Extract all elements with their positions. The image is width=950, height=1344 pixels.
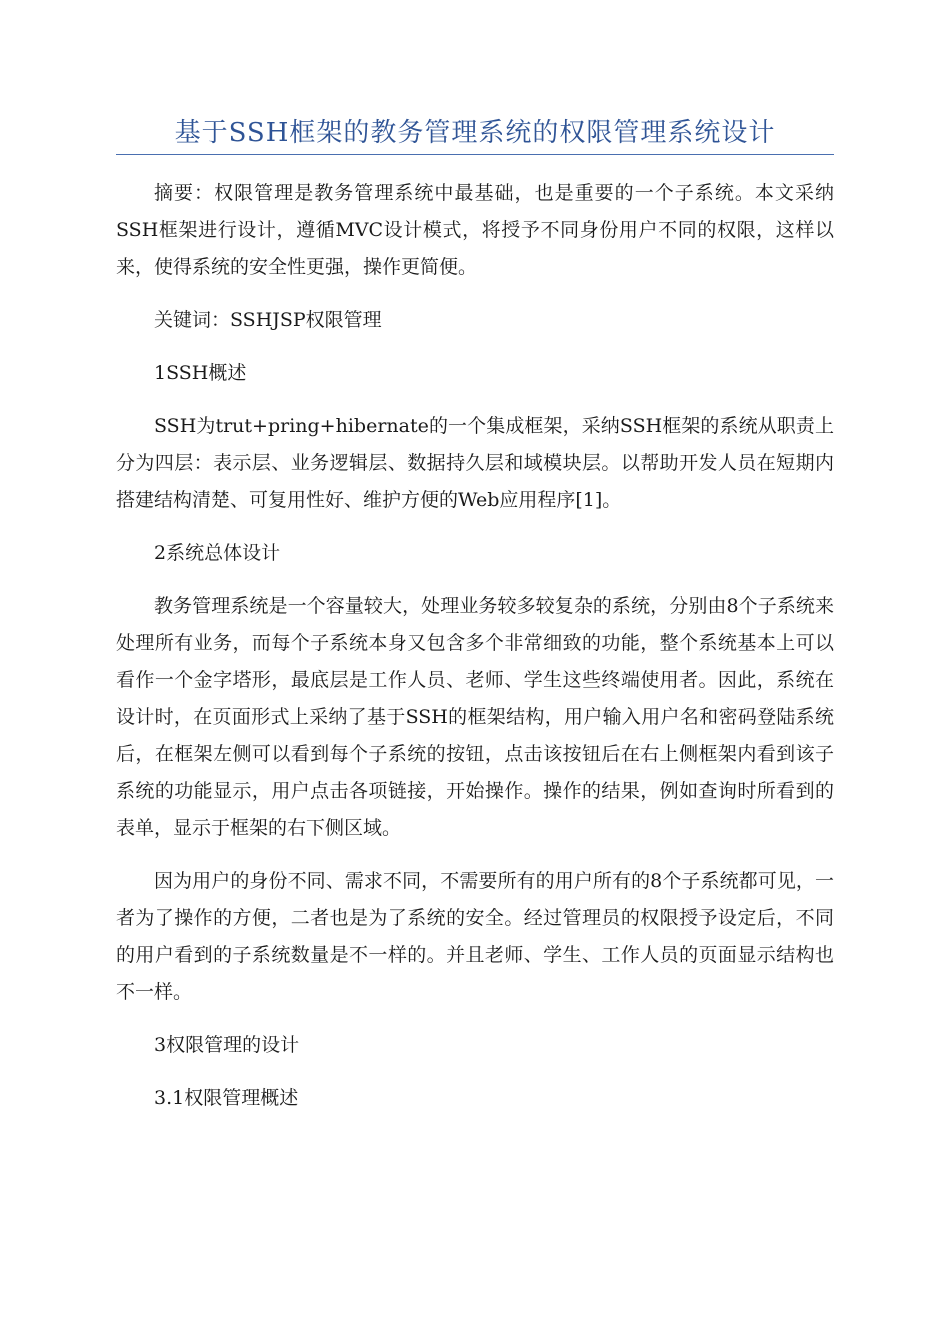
body-paragraph: SSH为trut+pring+hibernate的一个集成框架，采纳SSH框架的系统从职责上分为四层：表示层、业务逻辑层、数据持久层和域模块层。以帮助开发人员在短期内搭建结构清楚、可复用性好、维护方便的Web应用程序[1]。 (116, 415, 834, 511)
document-title: 基于SSH框架的教务管理系统的权限管理系统设计 (174, 118, 776, 148)
title-underline (116, 154, 834, 155)
section-heading-1: 1SSH概述 (154, 362, 247, 384)
body-paragraph: 因为用户的身份不同、需求不同，不需要所有的用户所有的8个子系统都可见，一者为了操作的方便，二者也是为了系统的安全。经过管理员的权限授予设定后，不同的用户看到的子系统数量是不一样的。并且老师、学生、工作人员的页面显示结构也不一样。 (116, 870, 834, 1003)
keywords-paragraph: 关键词：SSHJSP权限管理 (154, 309, 382, 331)
section-heading-3: 3权限管理的设计 (154, 1034, 300, 1056)
section-heading-2: 2系统总体设计 (154, 542, 281, 564)
body-paragraph: 教务管理系统是一个容量较大，处理业务较多较复杂的系统，分别由8个子系统来处理所有业务，而每个子系统本身又包含多个非常细致的功能，整个系统基本上可以看作一个金字塔形，最底层是工作人员、老师、学生这些终端使用者。因此，系统在设计时，在页面形式上采纳了基于SSH的框架结构，用户输入用户名和密码登陆系统后，在框架左侧可以看到每个子系统的按钮，点击该按钮后在右上侧框架内看到该子系统的功能显示，用户点击各项链接，开始操作。操作的结果，例如查询时所看到的表单，显示于框架的右下侧区域。 (116, 595, 834, 839)
subsection-heading-3-1: 3.1权限管理概述 (154, 1087, 299, 1109)
abstract-paragraph: 摘要：权限管理是教务管理系统中最基础，也是重要的一个子系统。本文采纳SSH框架进行设计，遵循MVC设计模式，将授予不同身份用户不同的权限，这样以来，使得系统的安全性更强，操作更简便。 (116, 182, 834, 278)
document-body (116, 175, 834, 1133)
